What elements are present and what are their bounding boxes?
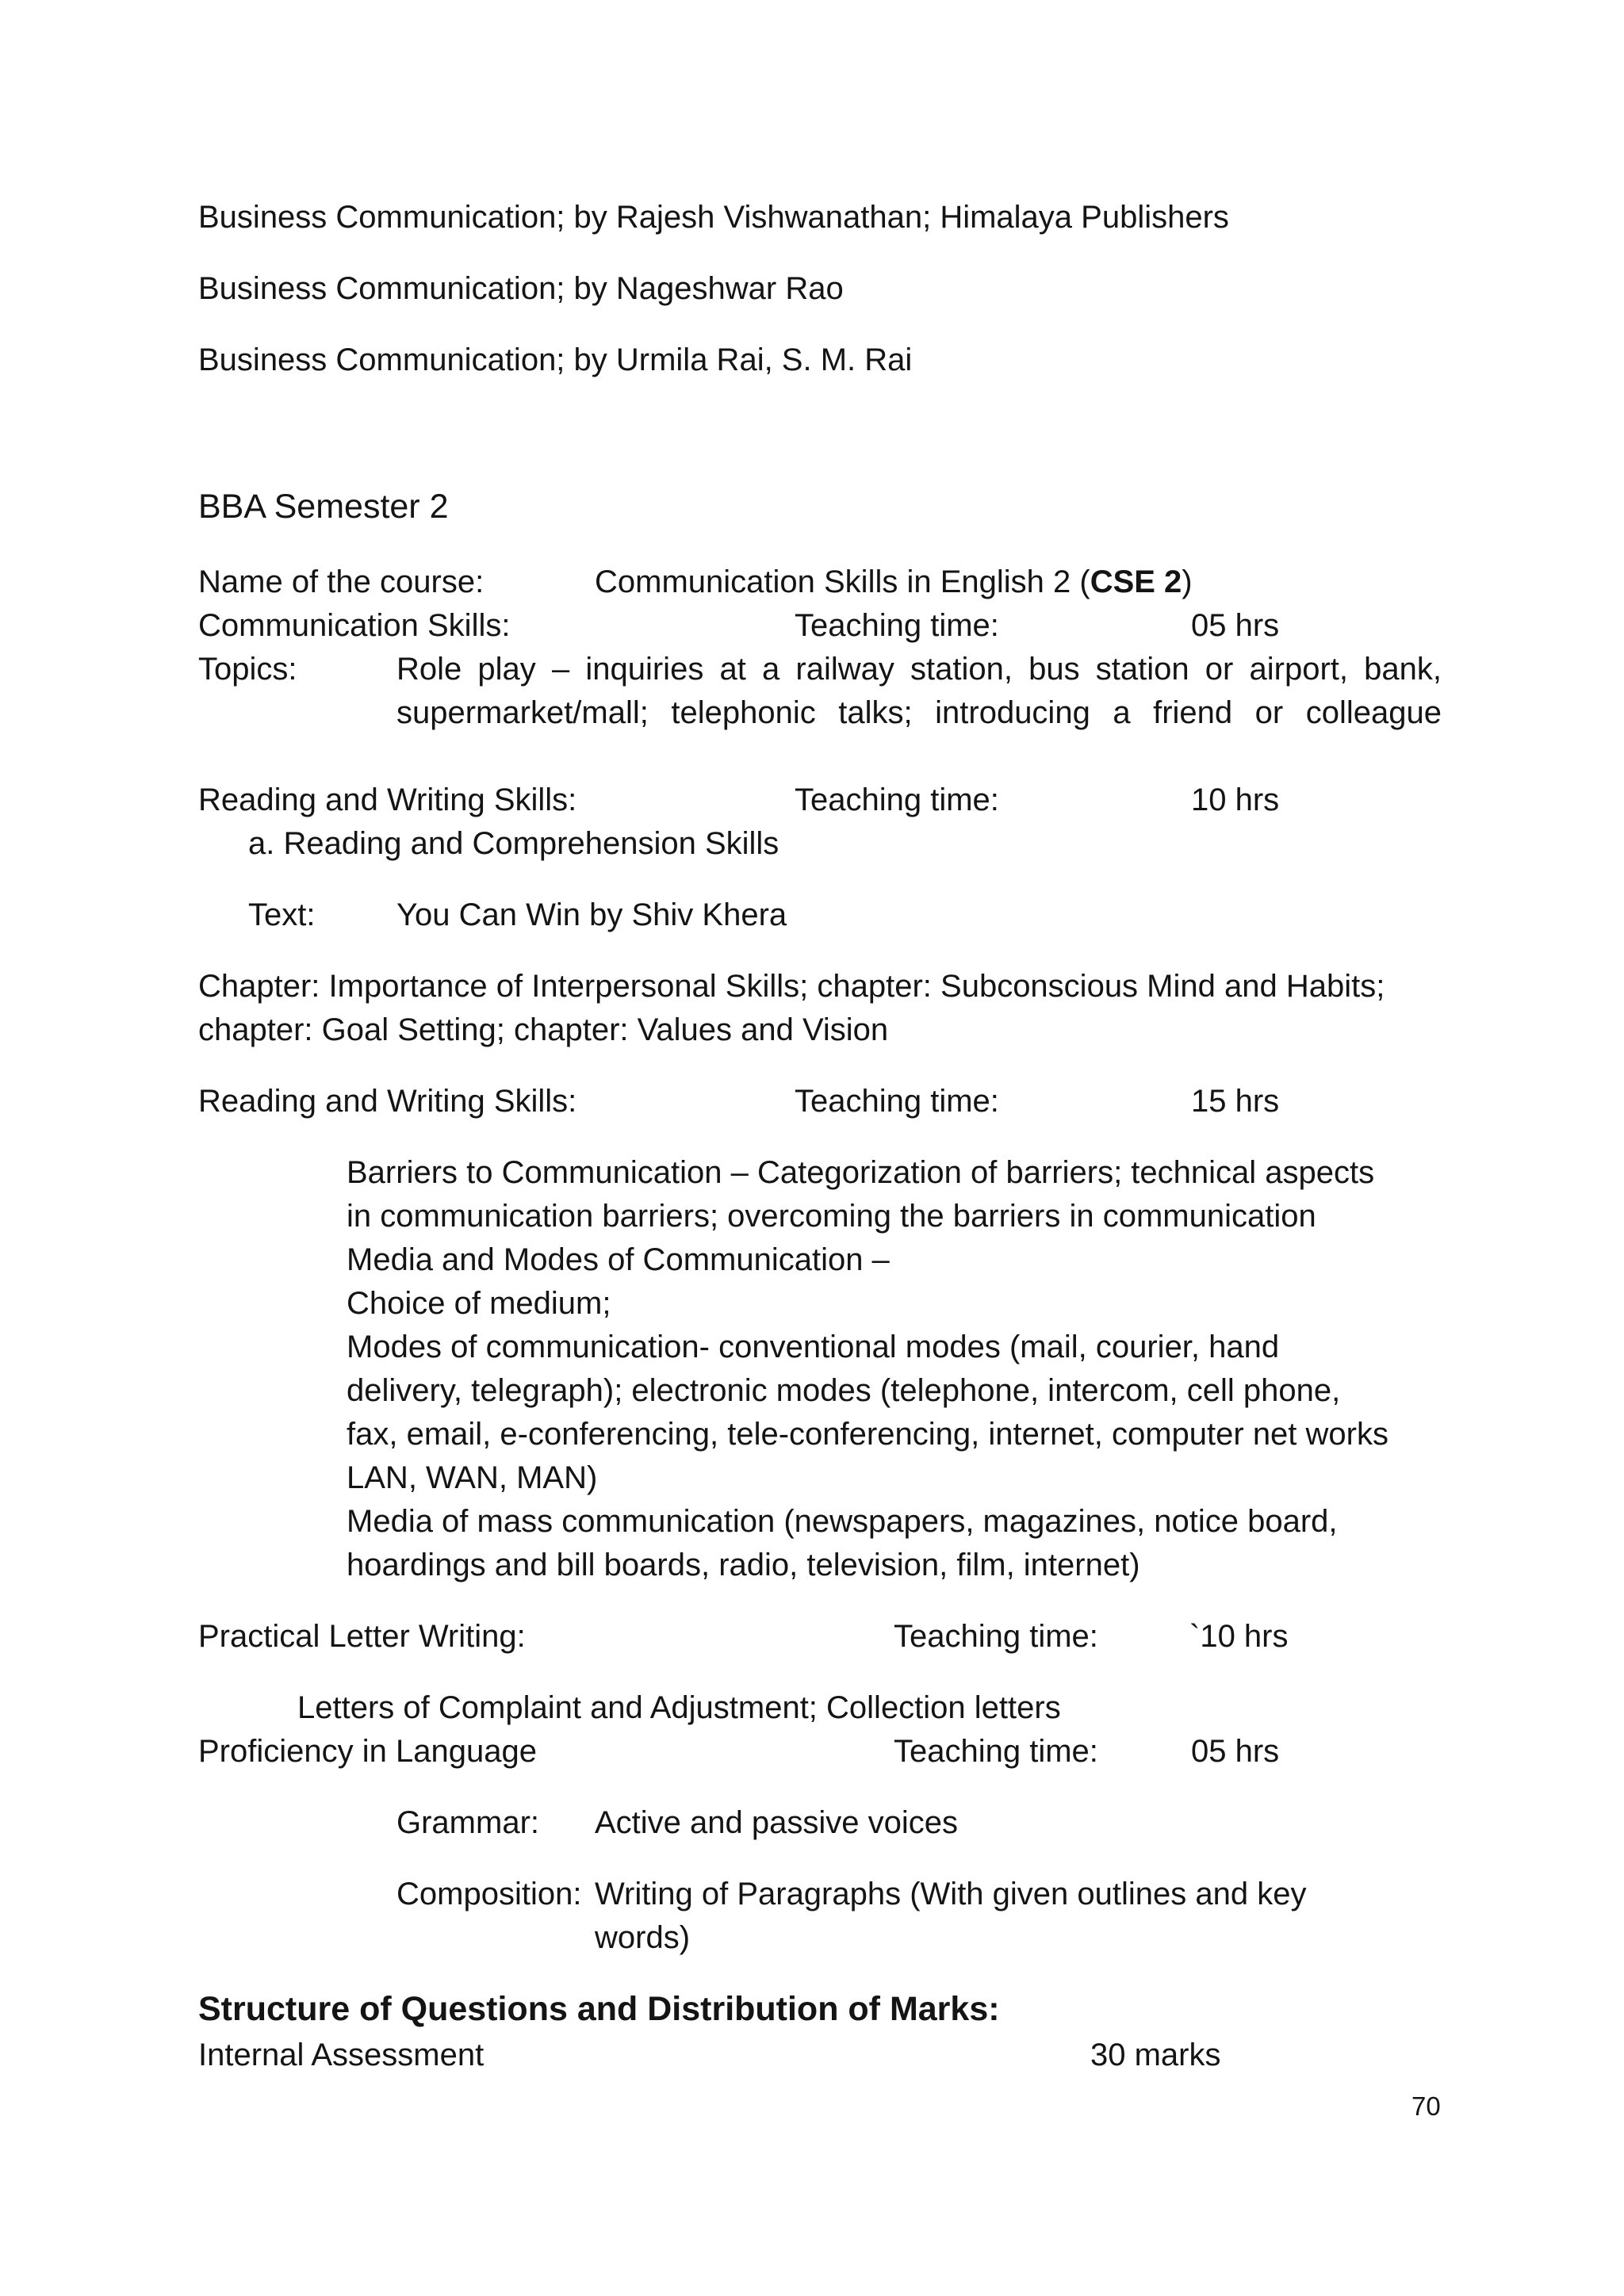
text-label: Text:: [248, 897, 316, 932]
course-name-value: Communication Skills in English 2 (CSE 2): [595, 564, 1193, 599]
letter-content: Letters of Complaint and Adjustment; Collection letters: [297, 1690, 1061, 1725]
reading1-time-label: Teaching time:: [795, 783, 999, 817]
grammar-label: Grammar:: [396, 1805, 539, 1840]
composition-label: Composition:: [396, 1877, 582, 1911]
proficiency-time-label: Teaching time:: [894, 1734, 1098, 1769]
reading2-line: Media of mass communication (newspapers, magazines, notice board,: [347, 1504, 1338, 1539]
communication-time-label: Teaching time:: [795, 608, 999, 643]
letter-label: Practical Letter Writing:: [198, 1619, 526, 1654]
internal-assessment-value: 30 marks: [1090, 2038, 1221, 2072]
composition-line-1: Writing of Paragraphs (With given outlines and key: [595, 1877, 1307, 1911]
grammar-value: Active and passive voices: [595, 1805, 959, 1840]
reading1-item-a: a. Reading and Comprehension Skills: [248, 826, 779, 861]
course-name-label: Name of the course:: [198, 564, 485, 599]
reading2-line: fax, email, e-conferencing, tele-conferencing, internet, computer net works: [347, 1417, 1388, 1452]
reference-2: Business Communication; by Nageshwar Rao: [198, 271, 844, 306]
letter-time-label: Teaching time:: [894, 1619, 1098, 1654]
reading2-line: Barriers to Communication – Categorization of barriers; technical aspects: [347, 1155, 1375, 1190]
topics-line-1: Role play – inquiries at a railway station, bus station or airport, bank,: [396, 652, 1442, 687]
reading2-time-label: Teaching time:: [795, 1084, 999, 1119]
reading2-line: delivery, telegraph); electronic modes (telephone, intercom, cell phone,: [347, 1373, 1341, 1408]
reference-3: Business Communication; by Urmila Rai, S. M. Rai: [198, 342, 913, 377]
letter-time-value: `10 hrs: [1189, 1619, 1289, 1654]
reading2-label: Reading and Writing Skills:: [198, 1084, 577, 1119]
communication-time-value: 05 hrs: [1191, 608, 1280, 643]
course-code: CSE 2: [1090, 564, 1182, 599]
reference-1: Business Communication; by Rajesh Vishwanathan; Himalaya Publishers: [198, 200, 1229, 235]
text-value: You Can Win by Shiv Khera: [396, 897, 787, 932]
reading2-line: in communication barriers; overcoming the barriers in communication: [347, 1199, 1316, 1234]
reading2-line: LAN, WAN, MAN): [347, 1460, 598, 1495]
topics-label: Topics:: [198, 652, 297, 687]
proficiency-label: Proficiency in Language: [198, 1734, 537, 1769]
page-number: 70: [1411, 2091, 1441, 2121]
reading2-line: Media and Modes of Communication –: [347, 1242, 890, 1277]
marks-heading: Structure of Questions and Distribution of Marks:: [198, 1990, 1000, 2028]
reading1-label: Reading and Writing Skills:: [198, 783, 577, 817]
chapters-line-2: chapter: Goal Setting; chapter: Values and Vision: [198, 1012, 889, 1047]
reading1-time-value: 10 hrs: [1191, 783, 1280, 817]
chapters-line-1: Chapter: Importance of Interpersonal Skills; chapter: Subconscious Mind and Habits;: [198, 969, 1385, 1004]
reading2-line: hoardings and bill boards, radio, television, film, internet): [347, 1548, 1140, 1582]
semester-heading: BBA Semester 2: [198, 488, 449, 526]
composition-line-2: words): [595, 1920, 691, 1955]
reading2-time-value: 15 hrs: [1191, 1084, 1280, 1119]
communication-label: Communication Skills:: [198, 608, 511, 643]
reading2-line: Modes of communication- conventional modes (mail, courier, hand: [347, 1330, 1280, 1364]
topics-line-2: supermarket/mall; telephonic talks; introducing a friend or colleague: [396, 695, 1442, 730]
proficiency-time-value: 05 hrs: [1191, 1734, 1280, 1769]
internal-assessment-label: Internal Assessment: [198, 2038, 485, 2072]
reading2-line: Choice of medium;: [347, 1286, 611, 1321]
